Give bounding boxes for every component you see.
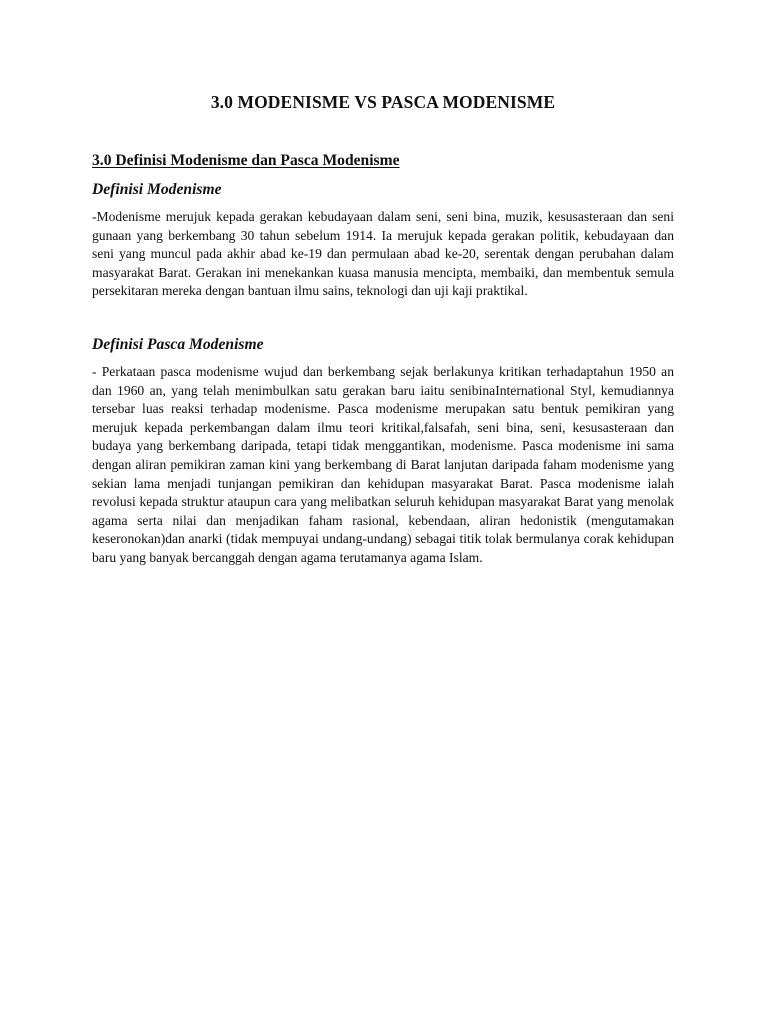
- section-heading: 3.0 Definisi Modenisme dan Pasca Modenisme: [92, 152, 400, 169]
- subheading-definisi-modenisme: Definisi Modenisme: [92, 181, 222, 198]
- document-title: 3.0 MODENISME VS PASCA MODENISME: [210, 92, 556, 112]
- subheading-definisi-pasca-modenisme: Definisi Pasca Modenisme: [92, 335, 264, 353]
- paragraph-definisi-modenisme: -Modenisme merujuk kepada gerakan kebudayaan dalam seni, seni bina, muzik, kesusasteraan dan seni gunaan yang berkembang 30 tahun sebelum 1914. Ia merujuk kepada gerakan politik, kebudayaan dan seni yang muncul pada akhir abad ke-19 dan permulaan abad ke-20, serentak dengan perubahan dalam masyarakat Barat. Gerakan ini menekankan kuasa manusia mencipta, membaiki, dan membentuk semula persekitaran mereka dengan bantuan ilmu sains, teknologi dan uji kaji praktikal.: [92, 209, 674, 299]
- document-page: [92, 84, 674, 568]
- paragraph-definisi-pasca-modenisme: - Perkataan pasca modenisme wujud dan berkembang sejak berlakunya kritikan terhadaptahun 1950 an dan 1960 an, yang telah menimbulkan satu gerakan baru iaitu senibinaInternational Styl, kemudiannya tersebar luas reaksi terhadap modenisme. Pasca modenisme merupakan satu bentuk pemikiran yang merujuk kepada perkembangan dalam ilmu teori kritikal,falsafah, seni bina, seni, kesusasteraan dan budaya yang berkembang daripada, tetapi tidak menggantikan, modenisme. Pasca modenisme ini sama dengan aliran pemikiran zaman kini yang berkembang di Barat lanjutan daripada faham modenisme yang sekian lama menjadi tunjangan pemikiran dan kehidupan masyarakat Barat. Pasca modenisme ialah revolusi kepada struktur ataupun cara yang melibatkan seluruh kehidupan masyarakat Barat yang menolak agama serta nilai dan menjadikan faham rasional, kebendaan, aliran hedonistik (mengutamakan keseronokan)dan anarki (tidak mempuyai undang-undang) sebagai titik tolak bermulanya corak kehidupan baru yang banyak bercanggah dengan agama terutamanya agama Islam.: [92, 363, 674, 565]
